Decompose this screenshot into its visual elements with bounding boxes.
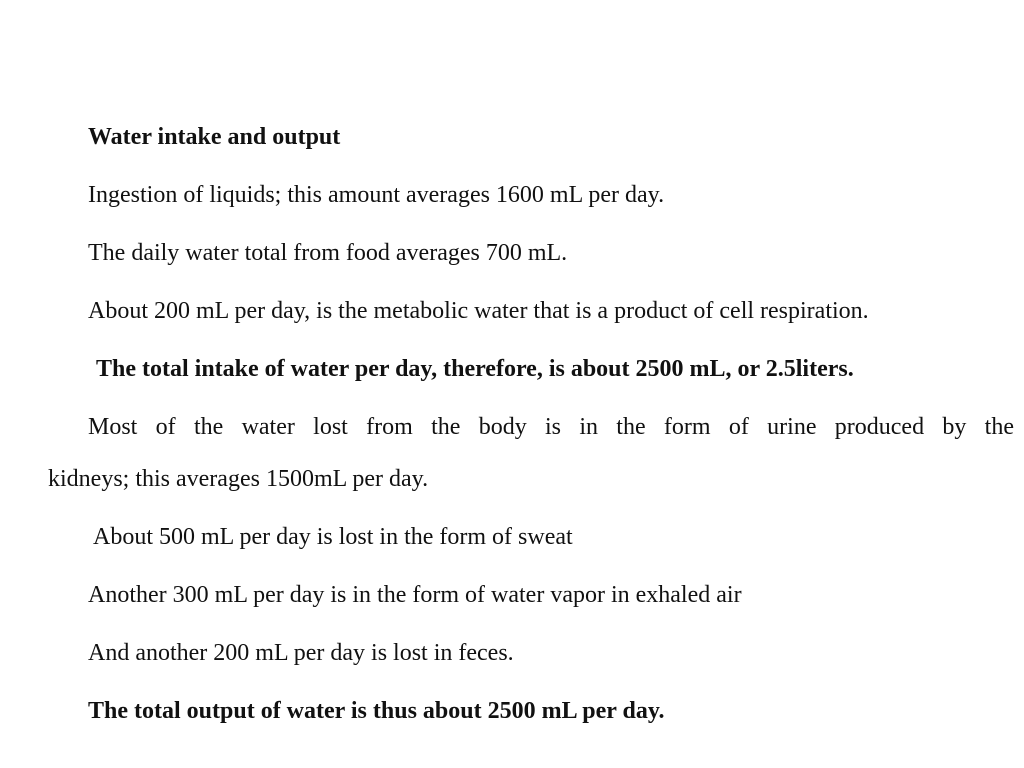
intake-liquids-text: Ingestion of liquids; this amount averages 1600 mL per day. [88,182,665,208]
output-sweat-text: About 500 mL per day is lost in the form of sweat [93,524,573,550]
output-vapor-text: Another 300 mL per day is in the form of water vapor in exhaled air [88,582,742,608]
intake-food-text: The daily water total from food averages 700 mL. [88,240,568,266]
intake-metabolic-text: About 200 mL per day, is the metabolic water that is a product of cell respiration. [88,298,869,324]
slide-heading: Water intake and output [88,124,341,150]
output-total-text: The total output of water is thus about 2500 mL per day. [88,698,665,724]
output-urine-text-line2: kidneys; this averages 1500mL per day. [48,466,429,492]
output-urine-text-line1: Most of the water lost from the body is in the form of urine produced by the [88,414,1014,440]
output-feces-text: And another 200 mL per day is lost in feces. [88,640,514,666]
intake-total-text: The total intake of water per day, therefore, is about 2500 mL, or 2.5liters. [96,356,854,382]
